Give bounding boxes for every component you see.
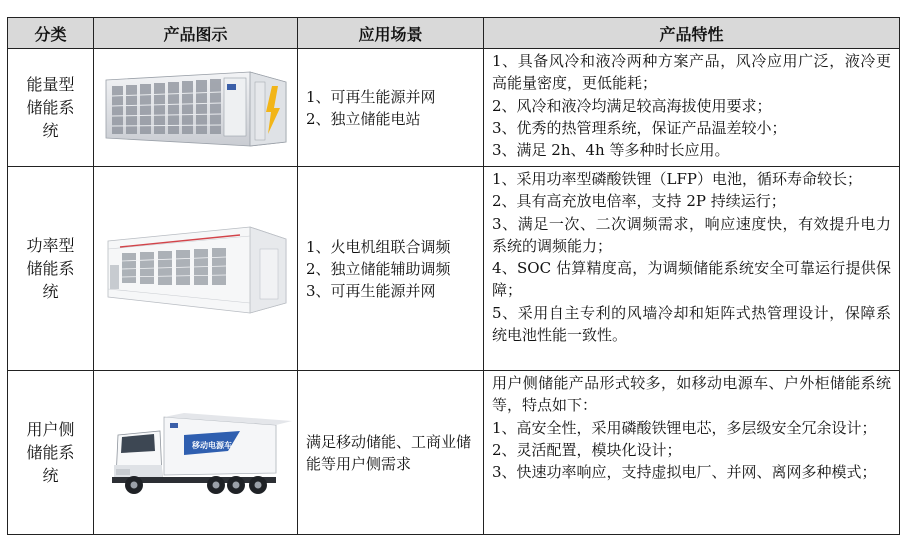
category-cell bbox=[8, 371, 94, 535]
features-cell bbox=[484, 49, 900, 167]
scenario-cell bbox=[298, 49, 484, 167]
header-features: 产品特性 bbox=[484, 18, 900, 49]
category-line: 统 bbox=[42, 282, 59, 301]
feature-item: 3、优秀的热管理系统，保证产品温差较小； bbox=[492, 118, 787, 137]
scenario-cell bbox=[298, 167, 484, 371]
energy-storage-cabinet-icon bbox=[100, 68, 292, 148]
header-category: 分类 bbox=[8, 18, 94, 49]
feature-item: 2、风冷和液冷均满足较高海拔使用要求； bbox=[492, 96, 772, 115]
container-battery-rack-icon bbox=[100, 219, 292, 319]
feature-item: 3、快速功率响应，支持虚拟电厂、并网、离网多种模式； bbox=[492, 463, 877, 482]
scenario-item: 1、可再生能源并网 bbox=[306, 87, 436, 106]
category-line: 储能系 bbox=[26, 98, 75, 117]
product-spec-table bbox=[7, 17, 900, 535]
feature-item: 5、采用自主专利的风墙冷却和矩阵式热管理设计，保障系统电池性能一致性。 bbox=[492, 303, 891, 345]
category-line: 储能系 bbox=[26, 443, 75, 462]
feature-item: 3、满足 2h、4h 等多种时长应用。 bbox=[492, 141, 730, 160]
table-row bbox=[8, 371, 900, 535]
scenario-item: 1、火电机组联合调频 bbox=[306, 237, 451, 256]
category-line: 储能系 bbox=[26, 259, 75, 278]
features-cell bbox=[484, 167, 900, 371]
category-line: 统 bbox=[42, 466, 59, 485]
mobile-power-truck-icon bbox=[100, 405, 292, 501]
header-image: 产品图示 bbox=[94, 18, 298, 49]
category-cell bbox=[8, 49, 94, 167]
category-line: 功率型 bbox=[26, 236, 75, 255]
header-scenario: 应用场景 bbox=[298, 18, 484, 49]
feature-item: 3、满足一次、二次调频需求，响应速度快，有效提升电力系统的调频能力； bbox=[492, 214, 891, 255]
table-row bbox=[8, 49, 900, 167]
category-line: 用户侧 bbox=[26, 420, 75, 439]
table-row bbox=[8, 167, 900, 371]
feature-item: 1、采用功率型磷酸铁锂（LFP）电池，循环寿命较长； bbox=[492, 170, 863, 188]
category-cell bbox=[8, 167, 94, 371]
category-line: 统 bbox=[42, 121, 59, 140]
features-cell bbox=[484, 371, 900, 535]
feature-item: 1、具备风冷和液冷两种方案产品，风冷应用广泛，液冷更高能量密度，更低能耗； bbox=[492, 52, 891, 93]
feature-item: 1、高安全性，采用磷酸铁锂电芯，多层级安全冗余设计； bbox=[492, 418, 877, 437]
feature-item: 2、灵活配置，模块化设计； bbox=[492, 440, 682, 459]
table-header-row bbox=[8, 18, 900, 49]
scenario-cell bbox=[298, 371, 484, 535]
image-cell bbox=[94, 167, 298, 371]
scenario-item: 2、独立储能辅助调频 bbox=[306, 259, 451, 278]
feature-item: 2、具有高充放电倍率，支持 2P 持续运行； bbox=[492, 192, 786, 211]
feature-item: 4、SOC 估算精度高，为调频储能系统安全可靠运行提供保障； bbox=[492, 259, 891, 300]
truck-label: 移动电源车 bbox=[192, 440, 232, 450]
scenario-item: 2、独立储能电站 bbox=[306, 109, 421, 128]
image-cell bbox=[94, 49, 298, 167]
feature-item: 用户侧储能产品形式较多，如移动电源车、户外柜储能系统等，特点如下： bbox=[492, 374, 891, 415]
scenario-item: 3、可再生能源并网 bbox=[306, 281, 436, 300]
image-cell bbox=[94, 371, 298, 535]
category-line: 能量型 bbox=[26, 75, 75, 94]
scenario-item: 满足移动储能、工商业储能等用户侧需求 bbox=[306, 432, 472, 473]
